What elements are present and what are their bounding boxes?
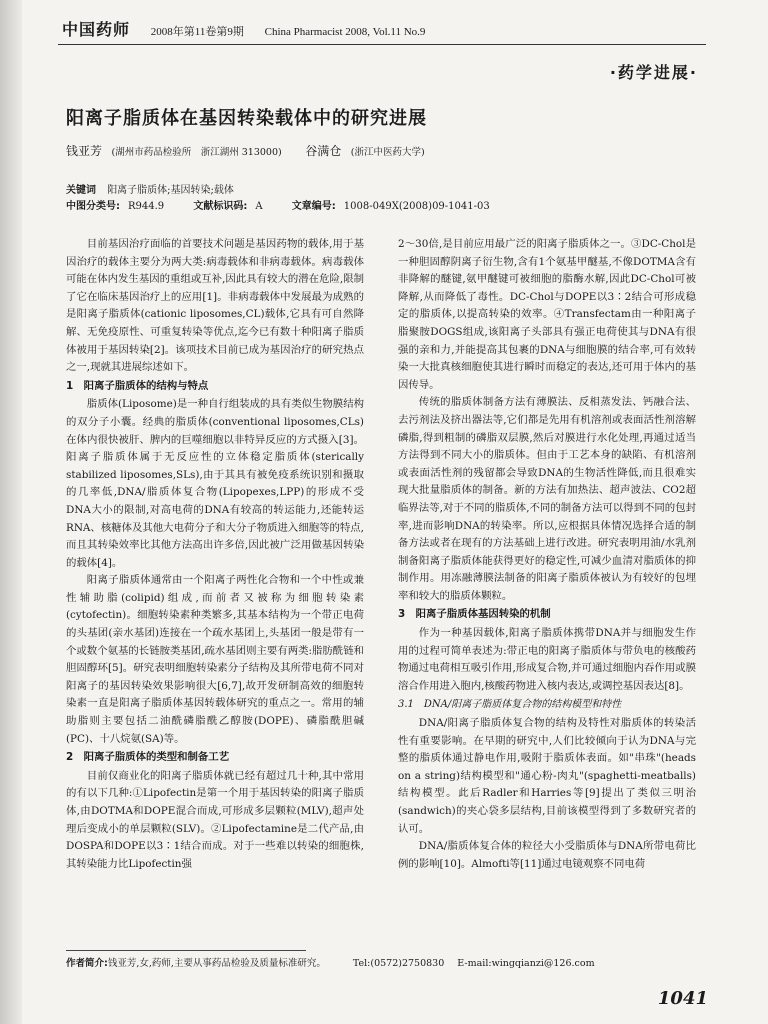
paragraph: DNA/脂质体复合体的粒径大小受脂质体与DNA所带电荷比例的影响[10]。Almofti等[11]通过电镜观察不同电荷 xyxy=(398,840,696,870)
journal-name: 中国药师 xyxy=(62,22,131,39)
paragraph: DNA/阳离子脂质体复合物的结构及特性对脂质体的转染活性有重要影响。在早期的研究中,人们比较倾向于认为DNA与完整的脂质体通过静电作用,吸附于脂质体表面。如"串珠"(heads on a string)结构模型和"通心粉-肉丸"(spaghetti-meatballs)结构模型。此后Radler和Harries等[9]提出了类似三明治(sandwich)的夹心袋多层结构,目前该模型得到了多数研究者的认可。 xyxy=(398,717,696,835)
author-name: 谷满仓 xyxy=(305,144,342,158)
right-column xyxy=(398,236,696,873)
doc-code-label: 文献标识码: xyxy=(193,201,248,212)
footnote-text: 钱亚芳,女,药师,主要从事药品检验及质量标准研究。 xyxy=(107,958,326,969)
footnote-rule xyxy=(66,950,306,951)
author-affiliation: (浙江中医药大学) xyxy=(350,147,425,158)
paragraph: 脂质体(Liposome)是一种自行组装成的具有类似生物膜结构的双分子小囊。经典的脂质体(conventional liposomes,CLs)在体内很快被肝、脾内的巨噬细胞以非特异反应的方式摄入[3]。阳离子脂质体属于无反应性的立体稳定脂质体(sterically stabilized liposomes,SLs),由于其具有被免疫系统识别和摄取的几率低,DNA/脂质体复合物(Lipopexes,LPP)的形成不受DNA大小的限制,对高电荷的DNA有较高的转运能力,还能转运RNA、核糖体及其他大电荷分子和大分子物质进入细胞等的特点,而且其转染效率比其他方法高出许多倍,因此被广泛用做基因转染的载体[4]。 xyxy=(66,398,364,569)
paragraph: 阳离子脂质体通常由一个阳离子两性化合物和一个中性或兼性辅助脂(colipid)组成,而前者又被称为细胞转染素(cytofectin)。细胞转染素种类繁多,其基本结构为一个带正电荷的头基团(亲水基团)连接在一个疏水基团上,头基团一般是带有一个或数个氨基的长链胺类基团,疏水基团则主要有两类:脂肪酰链和胆固醇环[5]。研究表明细胞转染素分子结构及其所带电荷不同对阳离子的基因转染效果影响很大[6,7],故开发研制高效的细胞转染素一直是阳离子脂质体基因转载体研究的重点之一。常用的辅助脂则主要包括二油酰磷脂酰乙醇胺(DOPE)、磷脂酰胆碱(PC)、十八烷氨(SA)等。 xyxy=(66,574,364,745)
article-id-label: 文章编号: xyxy=(291,201,336,212)
keywords-label: 关键词 xyxy=(66,185,96,196)
left-column xyxy=(66,236,364,873)
article-title: 阳离子脂质体在基因转染载体中的研究进展 xyxy=(66,108,427,129)
section-tag: ·药学进展· xyxy=(609,63,698,82)
article-id-value: 1008-049X(2008)09-1041-03 xyxy=(343,201,490,212)
page-number: 1041 xyxy=(657,988,708,1009)
subsection-heading: 3.1 DNA/阳离子脂质体复合物的结构模型和特性 xyxy=(398,699,622,711)
page-binding-shadow xyxy=(0,0,22,1024)
header-rule xyxy=(58,44,706,45)
issue-en: China Pharmacist 2008, Vol.11 No.9 xyxy=(264,26,426,38)
keywords-block xyxy=(66,183,706,215)
running-header xyxy=(62,18,702,44)
clc-label: 中图分类号: xyxy=(66,201,120,212)
author-affiliation: (湖州市药品检验所 浙江湖州 313000) xyxy=(111,147,282,158)
issue-cn: 2008年第11卷第9期 xyxy=(150,26,244,38)
paragraph: 目前基因治疗面临的首要技术问题是基因药物的载体,用于基因治疗的载体主要分为两大类:病毒载体和非病毒载体。病毒载体可能在体内发生基因的重组或互补,因此具有较大的潜在危险,限制了它在临床基因治疗上的应用[1]。非病毒载体中发展最为成熟的是阳离子脂质体(cationic liposomes,CL)载体,它具有可自然降解、无免疫原性、可重复转染等优点,迄今已有数十种阳离子脂质体被用于基因转染[2]。该项技术目前已成为基因治疗的研究热点之一,现就其进展综述如下。 xyxy=(66,238,364,374)
footnote-tel: Tel:(0572)2750830 xyxy=(352,958,445,969)
paragraph: 2～30倍,是目前应用最广泛的阳离子脂质体之一。③DC-Chol是一种胆固醇阴离子衍生物,含有1个氨基甲醚基,不像DOTMA含有非降解的醚键,氨甲醚键可被细胞的脂酶水解,因此DC-Chol可被降解,从而降低了毒性。DC-Chol与DOPE以3∶2结合可形成稳定的脂质体,以提高转染的效率。④Transfectam由一种阳离子脂聚胺DOGS组成,该阳离子头部具有强正电荷使其与DNA有很强的亲和力,并能提高其包裹的DNA与细胞膜的结合率,可有效转染一大批真核细胞使其进行瞬时而稳定的表达,还可用于体内的基因传导。 xyxy=(398,238,696,391)
authors xyxy=(66,143,706,161)
keywords-text: 阳离子脂质体;基因转染;载体 xyxy=(107,185,234,196)
doc-code-value: A xyxy=(255,201,263,212)
paragraph: 目前仅商业化的阳离子脂质体就已经有超过几十种,其中常用的有以下几种:①Lipofectin是第一个用于基因转染的阳离子脂质体,由DOTMA和DOPE混合而成,可形成多层颗粒(MLV),超声处理后变成小的单层颗粒(SLV)。②Lipofectamine是二代产品,由DOSPA和DOPE以3∶1结合而成。对于一些难以转染的细胞株,其转染能力比Lipofectin强 xyxy=(66,769,364,870)
footnote-label: 作者简介: xyxy=(66,958,108,969)
author-footnote xyxy=(66,956,706,972)
footnote-email: E-mail:wingqianzi@126.com xyxy=(457,958,595,969)
clc-value: R944.9 xyxy=(128,201,165,212)
paragraph: 传统的脂质体制备方法有薄膜法、反相蒸发法、钙融合法、去污剂法及挤出器法等,它们都是先用有机溶剂或表面活性剂溶解磷脂,得到粗制的磷脂双层膜,然后对膜进行水化处理,再通过适当方法得到不同大小的脂质体。但由于工艺本身的缺陷、有机溶剂或表面活性剂的残留都会导致DNA的生物活性降低,而且很难实现大批量脂质体的制备。新的方法有加热法、超声波法、CO2超临界法等,对于不同的脂质体,不同的制备方法可以得到不同的包封率,进而影响DNA的转染率。所以,应根据具体情况选择合适的制备方法或者在现有的方法基础上进行改进。研究表明用油/水乳剂制备阳离子脂质体能获得更好的稳定性,可减少血清对脂质体的抑制作用。用冻融薄膜法制备的阳离子脂质体被认为有较好的包埋率和较大的脂质体颗粒。 xyxy=(398,396,696,602)
paragraph: 作为一种基因载体,阳离子脂质体携带DNA并与细胞发生作用的过程可简单表述为:带正电的阳离子脂质体与带负电的核酸药物通过电荷相互吸引作用,形成复合物,并可通过细胞内吞作用或膜溶合作用进入胞内,核酸药物进入核内表达,或调控基因表达[8]。 xyxy=(398,627,696,692)
author-name: 钱亚芳 xyxy=(66,144,103,158)
section-heading: 3 阳离子脂质体基因转染的机制 xyxy=(398,608,551,621)
section-heading: 2 阳离子脂质体的类型和制备工艺 xyxy=(66,751,230,764)
section-heading: 1 阳离子脂质体的结构与特点 xyxy=(66,379,209,392)
